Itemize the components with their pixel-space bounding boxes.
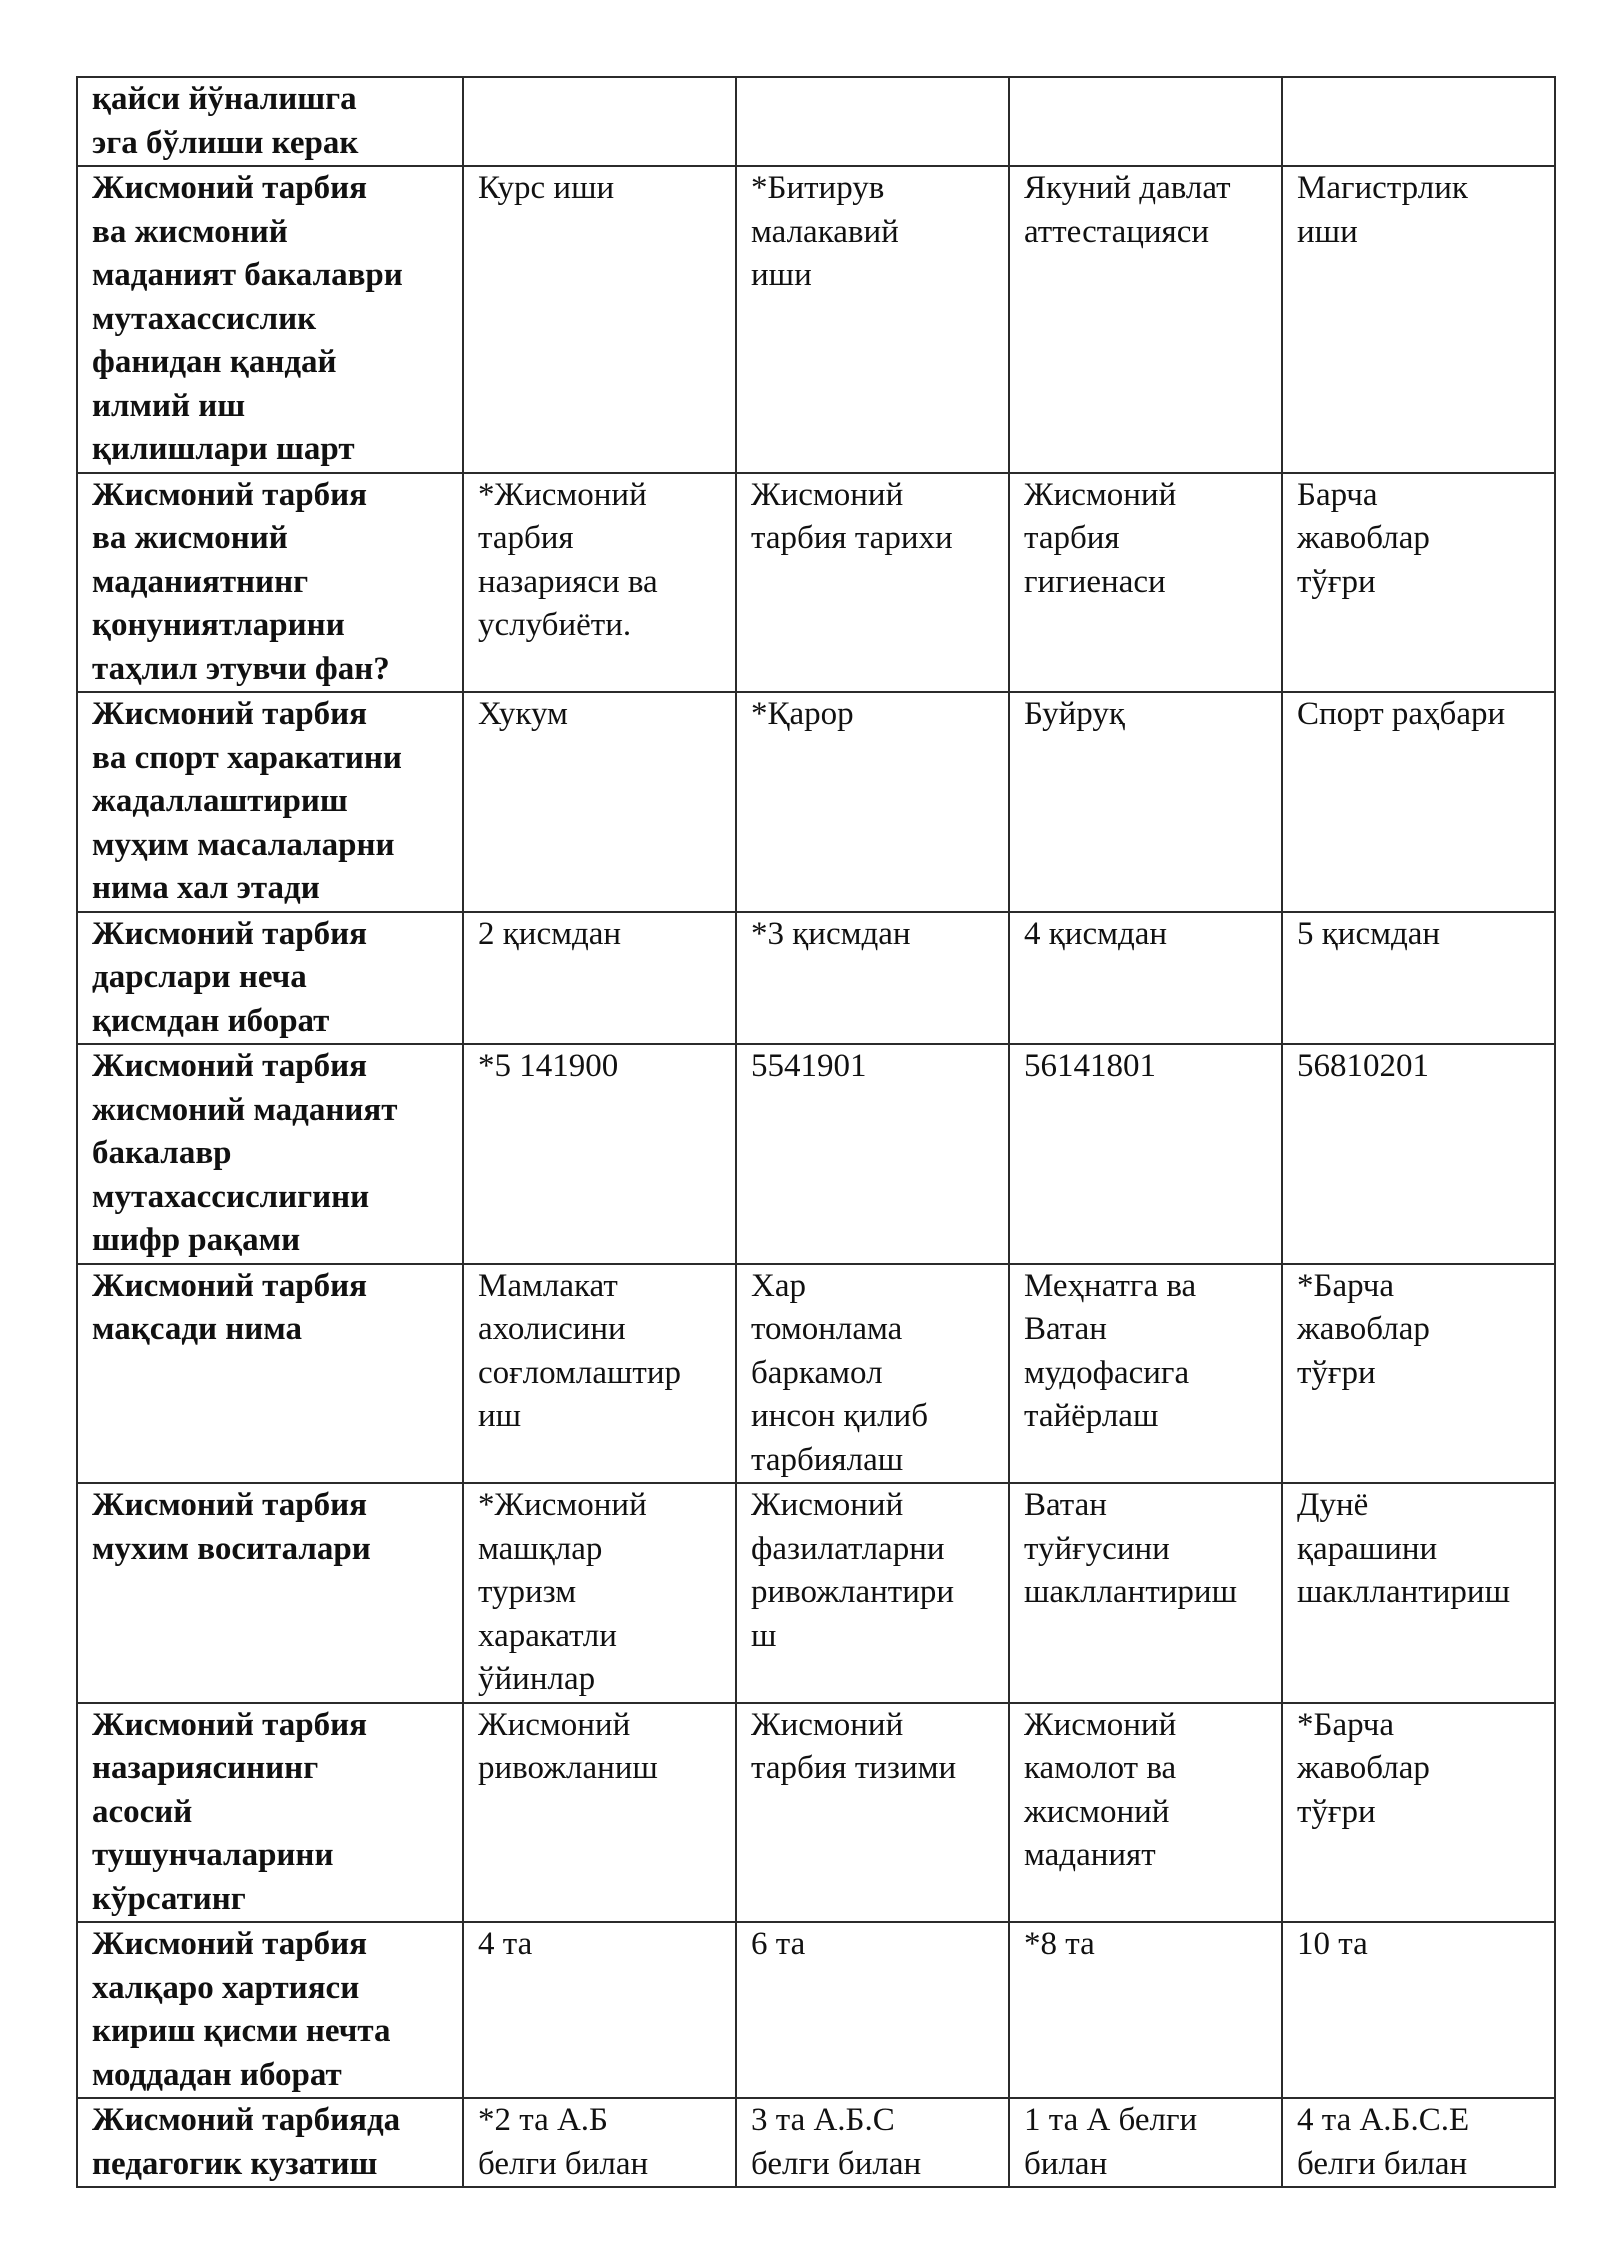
option-a-cell: *5 141900 xyxy=(463,1044,736,1264)
option-c-cell: Жисмоний тарбия гигиенаси xyxy=(1009,473,1282,693)
option-c-cell xyxy=(1009,77,1282,166)
option-d-cell xyxy=(1282,77,1555,166)
table-row xyxy=(77,77,1555,166)
table-row xyxy=(77,1264,1555,1484)
option-c-cell: 4 қисмдан xyxy=(1009,912,1282,1045)
option-b-cell: Жисмоний тарбия тарихи xyxy=(736,473,1009,693)
table-row xyxy=(77,692,1555,912)
option-c-cell: *8 та xyxy=(1009,1922,1282,2098)
option-a-cell: *Жисмоний тарбия назарияси ва услубиёти. xyxy=(463,473,736,693)
option-c-cell: 56141801 xyxy=(1009,1044,1282,1264)
option-a-cell: 2 қисмдан xyxy=(463,912,736,1045)
table-row xyxy=(77,1703,1555,1923)
option-c-cell: Меҳнатга ва Ватан мудофасига тайёрлаш xyxy=(1009,1264,1282,1484)
option-d-cell: *Барча жавоблар тўғри xyxy=(1282,1703,1555,1923)
option-b-cell: 3 та А.Б.С белги билан xyxy=(736,2098,1009,2187)
option-d-cell: Спорт раҳбари xyxy=(1282,692,1555,912)
question-cell: Жисмоний тарбия жисмоний маданият бакалавр мутахассислигини шифр рақами xyxy=(77,1044,463,1264)
table-row xyxy=(77,473,1555,693)
option-d-cell: 5 қисмдан xyxy=(1282,912,1555,1045)
question-cell: Жисмоний тарбия халқаро хартияси кириш қисми нечта моддадан иборат xyxy=(77,1922,463,2098)
option-d-cell: 10 та xyxy=(1282,1922,1555,2098)
option-a-cell xyxy=(463,77,736,166)
option-d-cell: 56810201 xyxy=(1282,1044,1555,1264)
option-b-cell: Жисмоний фазилатларни ривожлантири ш xyxy=(736,1483,1009,1703)
option-d-cell: 4 та А.Б.С.Е белги билан xyxy=(1282,2098,1555,2187)
question-cell: Жисмоний тарбия мухим воситалари xyxy=(77,1483,463,1703)
option-a-cell: *Жисмоний машқлар туризм харакатли ўйинлар xyxy=(463,1483,736,1703)
question-cell: Жисмоний тарбия ва жисмоний маданият бакалаври мутахассислик фанидан қандай илмий иш қилишлари шарт xyxy=(77,166,463,473)
option-b-cell: *Қарор xyxy=(736,692,1009,912)
option-c-cell: Буйруқ xyxy=(1009,692,1282,912)
option-b-cell: Жисмоний тарбия тизими xyxy=(736,1703,1009,1923)
table-row xyxy=(77,912,1555,1045)
quiz-table xyxy=(76,76,1556,2188)
table-row xyxy=(77,2098,1555,2187)
question-cell: Жисмоний тарбия ва спорт харакатини жадаллаштириш муҳим масалаларни нима хал этади xyxy=(77,692,463,912)
option-d-cell: Барча жавоблар тўғри xyxy=(1282,473,1555,693)
option-d-cell: Магистрлик иши xyxy=(1282,166,1555,473)
option-a-cell: Курс иши xyxy=(463,166,736,473)
table-row xyxy=(77,166,1555,473)
option-a-cell: *2 та А.Б белги билан xyxy=(463,2098,736,2187)
question-cell: Жисмоний тарбия дарслари неча қисмдан иборат xyxy=(77,912,463,1045)
table-row xyxy=(77,1922,1555,2098)
option-a-cell: 4 та xyxy=(463,1922,736,2098)
option-d-cell: *Барча жавоблар тўғри xyxy=(1282,1264,1555,1484)
option-d-cell: Дунё қарашини шакллантириш xyxy=(1282,1483,1555,1703)
option-a-cell: Мамлакат ахолисини соғломлаштир иш xyxy=(463,1264,736,1484)
option-c-cell: Якуний давлат аттестацияси xyxy=(1009,166,1282,473)
option-b-cell: 5541901 xyxy=(736,1044,1009,1264)
option-c-cell: 1 та А белги билан xyxy=(1009,2098,1282,2187)
question-cell: Жисмоний тарбия ва жисмоний маданиятнинг қонуниятларини таҳлил этувчи фан? xyxy=(77,473,463,693)
option-c-cell: Жисмоний камолот ва жисмоний маданият xyxy=(1009,1703,1282,1923)
option-c-cell: Ватан туйғусини шакллантириш xyxy=(1009,1483,1282,1703)
option-b-cell: Хар томонлама баркамол инсон қилиб тарбиялаш xyxy=(736,1264,1009,1484)
option-b-cell: *Битирув малакавий иши xyxy=(736,166,1009,473)
option-b-cell: 6 та xyxy=(736,1922,1009,2098)
option-b-cell xyxy=(736,77,1009,166)
option-a-cell: Жисмоний ривожланиш xyxy=(463,1703,736,1923)
question-cell: Жисмоний тарбияда педагогик кузатиш xyxy=(77,2098,463,2187)
question-cell: Жисмоний тарбия мақсади нима xyxy=(77,1264,463,1484)
question-cell: қайси йўналишга эга бўлиши керак xyxy=(77,77,463,166)
option-a-cell: Хукум xyxy=(463,692,736,912)
option-b-cell: *3 қисмдан xyxy=(736,912,1009,1045)
question-cell: Жисмоний тарбия назариясининг асосий тушунчаларини кўрсатинг xyxy=(77,1703,463,1923)
table-row xyxy=(77,1483,1555,1703)
table-row xyxy=(77,1044,1555,1264)
